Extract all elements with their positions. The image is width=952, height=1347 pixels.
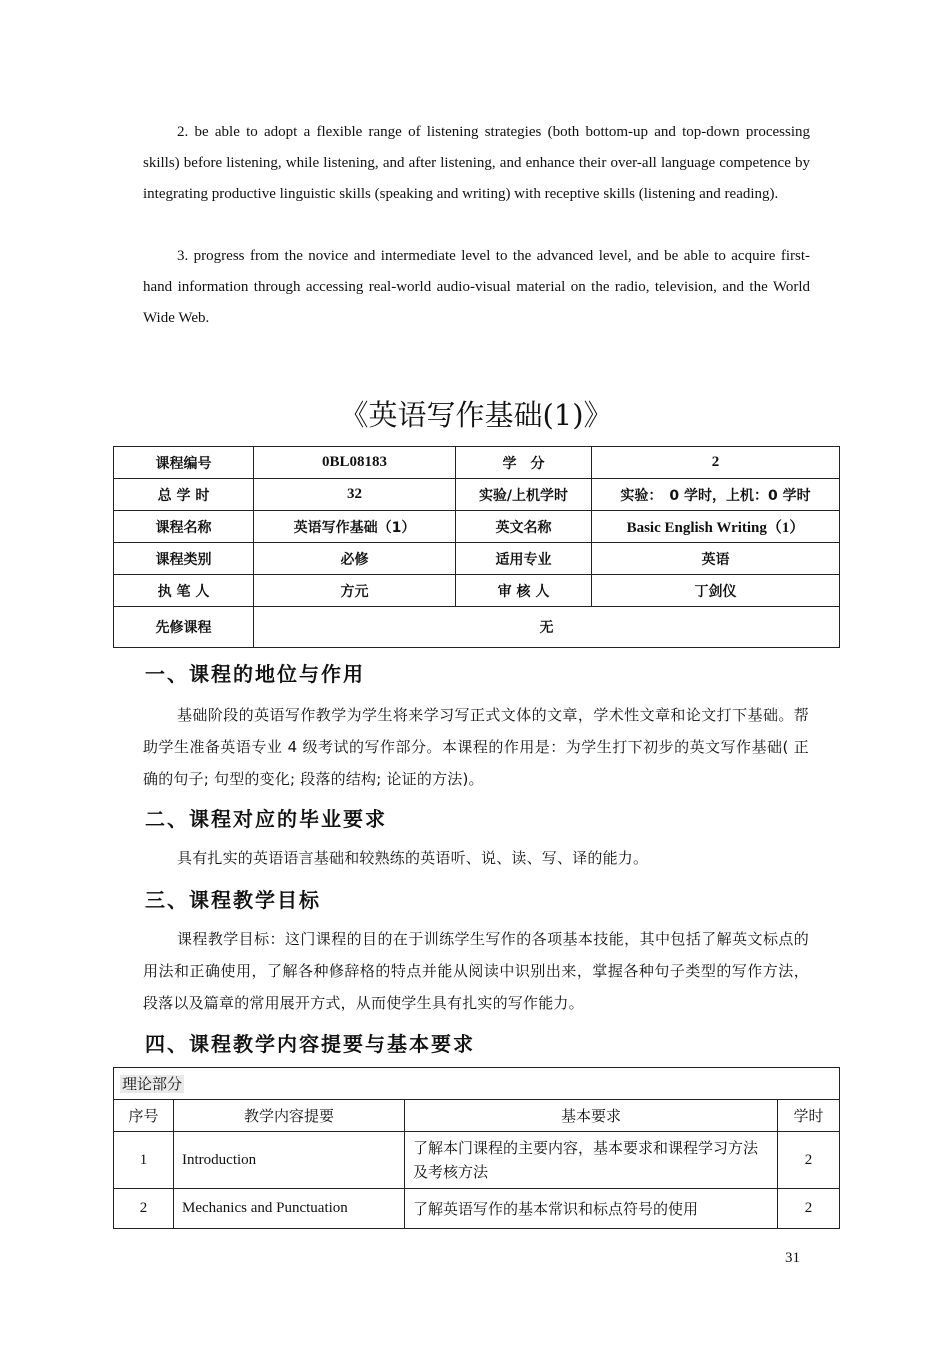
section-body-3: 课程教学目标：这门课程的目的在于训练学生写作的各项基本技能，其中包括了解英文标点的用法和正确使用，了解各种修辞格的特点并能从阅读中识别出来，掌握各种句子类型的写作方法，段落以及篇章的常用展开方式，从而使学生具有扎实的写作能力。 bbox=[143, 930, 809, 1012]
course-name-label: 课程名称 bbox=[114, 511, 254, 543]
major-value: 英语 bbox=[592, 543, 840, 575]
table-row bbox=[114, 447, 840, 479]
table-header-row bbox=[114, 1100, 840, 1132]
reviewer-label: 审 核 人 bbox=[456, 575, 592, 607]
course-info-table bbox=[113, 446, 840, 648]
table-row bbox=[114, 607, 840, 648]
row-topic: Mechanics and Punctuation bbox=[174, 1189, 405, 1229]
course-type: 必修 bbox=[254, 543, 456, 575]
section-body-2: 具有扎实的英语语言基础和较熟练的英语听、说、读、写、译的能力。 bbox=[177, 849, 649, 867]
table-row bbox=[114, 479, 840, 511]
english-name: Basic English Writing（1） bbox=[592, 511, 840, 543]
credit-label: 学 分 bbox=[456, 447, 592, 479]
major-label: 适用专业 bbox=[456, 543, 592, 575]
table-row bbox=[114, 575, 840, 607]
row-hours: 2 bbox=[778, 1189, 840, 1229]
intro-paragraph-2: 2. be able to adopt a flexible range of listening strategies (both bottom-up and top-down processing skills) before listening, while listening, and after listening, and enhance their over-all language competence by integrating productive linguistic skills (speaking and writing) with receptive skills (listening and reading). bbox=[143, 124, 810, 202]
course-code: 0BL08183 bbox=[254, 447, 456, 479]
lab-hours-label: 实验/上机学时 bbox=[456, 479, 592, 511]
section-heading-3: 三、课程教学目标 bbox=[145, 888, 321, 912]
credit-value: 2 bbox=[592, 447, 840, 479]
course-name: 英语写作基础（1） bbox=[254, 511, 456, 543]
row-no: 2 bbox=[114, 1189, 174, 1229]
theory-section-cell bbox=[114, 1068, 840, 1100]
table-row bbox=[114, 1132, 840, 1189]
author-label: 执 笔 人 bbox=[114, 575, 254, 607]
table-row bbox=[114, 1068, 840, 1100]
header-hours: 学时 bbox=[778, 1100, 840, 1132]
intro-paragraph-3: 3. progress from the novice and intermediate level to the advanced level, and be able to acquire first-hand information through accessing real-world audio-visual material on the radio, television, and the World Wide Web. bbox=[143, 248, 810, 326]
hours-label: 总 学 时 bbox=[114, 479, 254, 511]
header-no: 序号 bbox=[114, 1100, 174, 1132]
page-number: 31 bbox=[785, 1250, 800, 1266]
row-requirement: 了解英语写作的基本常识和标点符号的使用 bbox=[405, 1189, 778, 1229]
english-name-label: 英文名称 bbox=[456, 511, 592, 543]
section-body-1: 基础阶段的英语写作教学为学生将来学习写正式文体的文章，学术性文章和论文打下基础。帮助学生准备英语专业 4 级考试的写作部分。本课程的作用是：为学生打下初步的英文写作基础( 正确的句子; 句型的变化; 段落的结构; 论证的方法)。 bbox=[143, 706, 809, 788]
header-topic: 教学内容提要 bbox=[174, 1100, 405, 1132]
hours-value: 32 bbox=[254, 479, 456, 511]
row-requirement: 了解本门课程的主要内容，基本要求和课程学习方法及考核方法 bbox=[405, 1132, 778, 1189]
table-row bbox=[114, 1189, 840, 1229]
table-row bbox=[114, 511, 840, 543]
table-row bbox=[114, 543, 840, 575]
row-hours: 2 bbox=[778, 1132, 840, 1189]
lab-hours-value: 实验： 0 学时，上机：0 学时 bbox=[592, 479, 840, 511]
header-requirement: 基本要求 bbox=[405, 1100, 778, 1132]
row-topic: Introduction bbox=[174, 1132, 405, 1189]
theory-section-label: 理论部分 bbox=[122, 1075, 183, 1093]
prerequisite-value: 无 bbox=[254, 607, 840, 648]
section-heading-1: 一、课程的地位与作用 bbox=[145, 662, 365, 686]
row-no: 1 bbox=[114, 1132, 174, 1189]
code-label: 课程编号 bbox=[114, 447, 254, 479]
author-value: 方元 bbox=[254, 575, 456, 607]
section-heading-4: 四、课程教学内容提要与基本要求 bbox=[145, 1032, 475, 1056]
section-heading-2: 二、课程对应的毕业要求 bbox=[145, 807, 387, 831]
course-title: 《英语写作基础(1)》 bbox=[339, 398, 613, 432]
course-type-label: 课程类别 bbox=[114, 543, 254, 575]
prerequisite-label: 先修课程 bbox=[114, 607, 254, 648]
content-table bbox=[113, 1067, 840, 1229]
reviewer-value: 丁剑仪 bbox=[592, 575, 840, 607]
